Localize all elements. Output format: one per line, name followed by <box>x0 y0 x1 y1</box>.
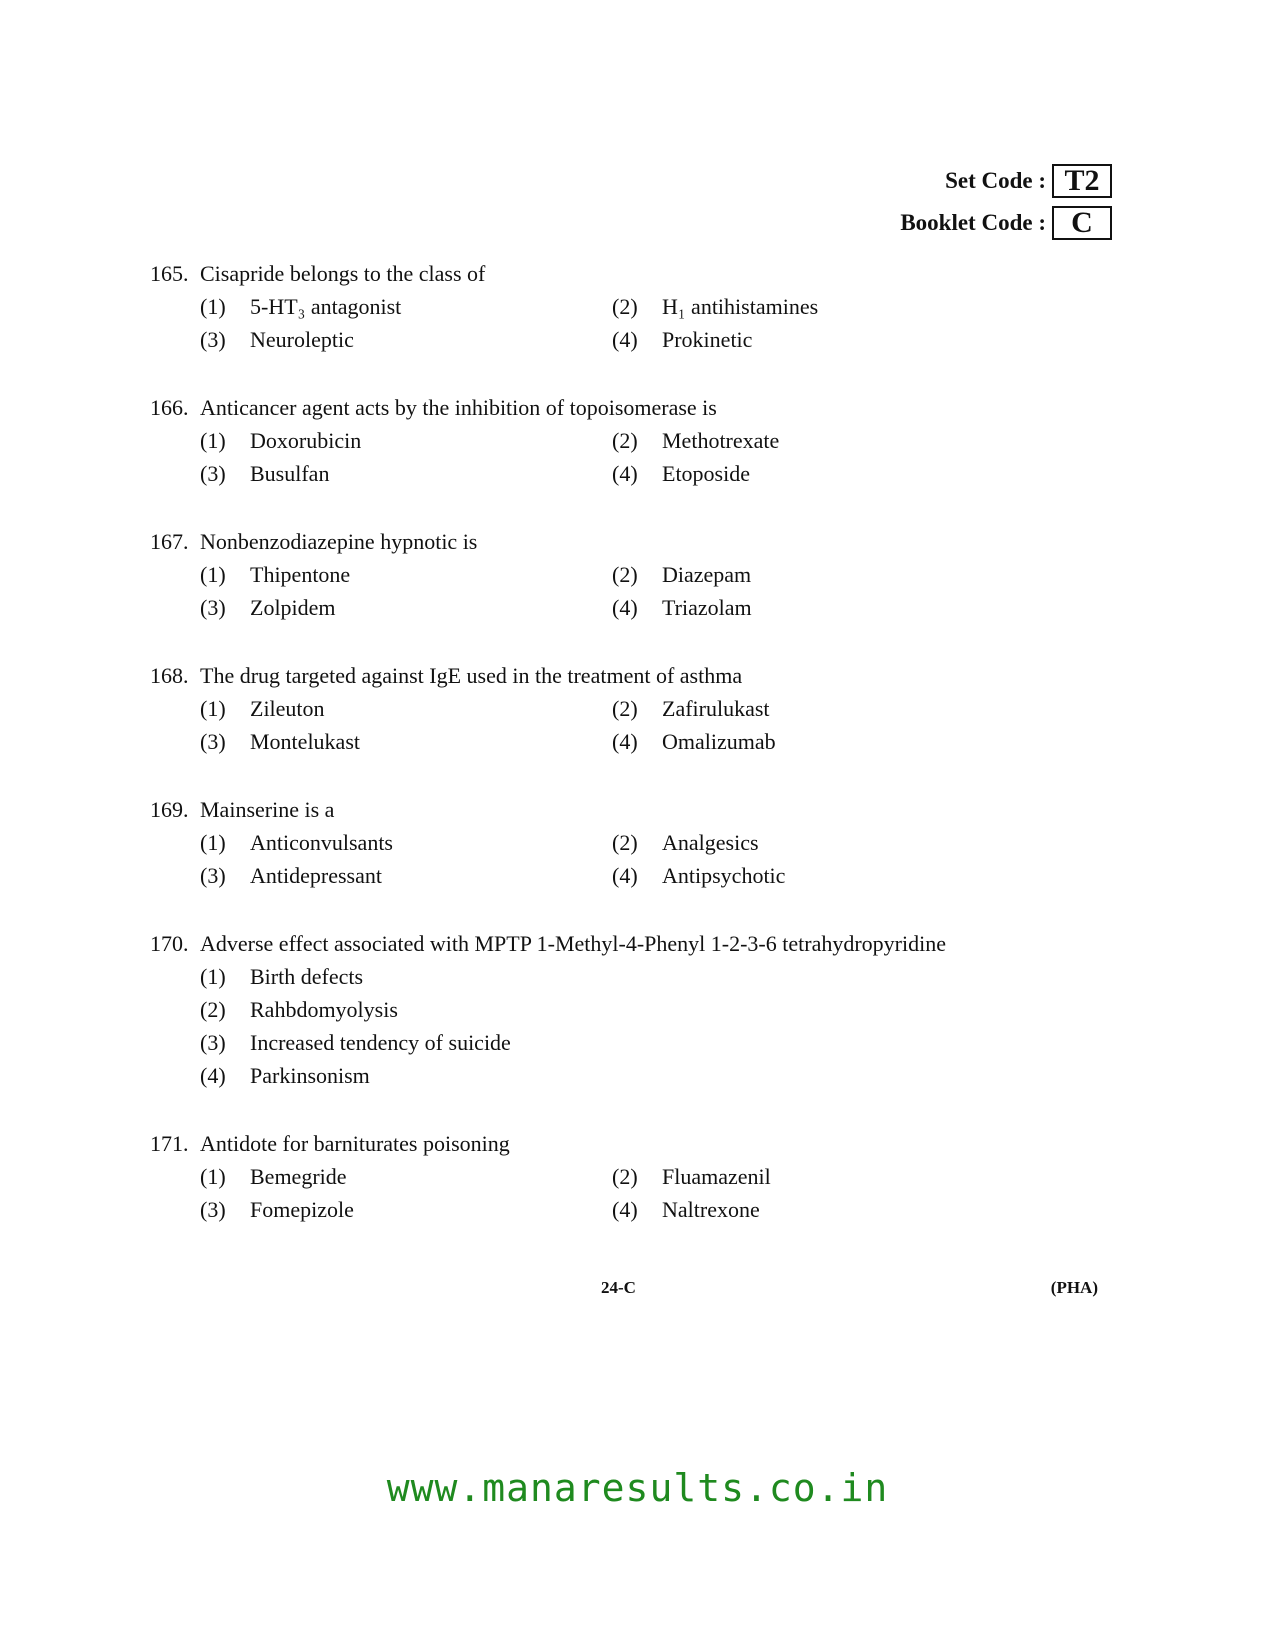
subject-code: (PHA) <box>1050 1278 1098 1297</box>
option-grid <box>200 290 1090 356</box>
option-number: (1) <box>200 428 226 453</box>
option-number: (2) <box>612 562 638 587</box>
option-2 <box>612 826 1012 859</box>
option-4 <box>612 591 1012 624</box>
question-169 <box>150 794 1090 892</box>
option-number: (1) <box>200 1164 226 1189</box>
option-1 <box>200 960 900 993</box>
option-number: (2) <box>612 294 638 319</box>
option-text: H₁ antihistamines <box>662 294 819 319</box>
option-text: Anticonvulsants <box>250 830 393 855</box>
option-3 <box>200 323 612 356</box>
option-text: Antipsychotic <box>662 863 786 888</box>
option-text: Busulfan <box>250 461 330 486</box>
option-number: (1) <box>200 562 226 587</box>
option-number: (2) <box>612 428 638 453</box>
option-number: (3) <box>200 327 226 352</box>
question-166 <box>150 392 1090 490</box>
option-3 <box>200 1026 900 1059</box>
question-168 <box>150 660 1090 758</box>
option-number: (3) <box>200 461 226 486</box>
option-3 <box>200 591 612 624</box>
option-number: (1) <box>200 696 226 721</box>
option-2 <box>612 424 1012 457</box>
option-4 <box>612 323 1012 356</box>
watermark-url: www.manaresults.co.in <box>386 1466 889 1510</box>
option-number: (4) <box>612 729 638 754</box>
option-number: (3) <box>200 1197 226 1222</box>
question-text: The drug targeted against IgE used in the treatment of asthma <box>200 663 743 688</box>
option-3 <box>200 1193 612 1226</box>
option-number: (4) <box>612 595 638 620</box>
question-number: 167. <box>150 529 189 554</box>
option-text: Triazolam <box>662 595 752 620</box>
booklet-code-box: C <box>1052 206 1112 240</box>
option-number: (1) <box>200 294 226 319</box>
option-text: Fomepizole <box>250 1197 354 1222</box>
option-3 <box>200 457 612 490</box>
question-number: 166. <box>150 395 189 420</box>
option-text: Increased tendency of suicide <box>250 1030 511 1055</box>
option-text: Prokinetic <box>662 327 753 352</box>
option-4 <box>200 1059 900 1092</box>
option-grid <box>200 692 1090 758</box>
question-stem <box>150 1128 1090 1160</box>
option-text: Birth defects <box>250 964 364 989</box>
question-list <box>150 258 1090 1262</box>
option-number: (4) <box>612 863 638 888</box>
question-stem <box>150 526 1090 558</box>
option-text: Analgesics <box>662 830 759 855</box>
question-167 <box>150 526 1090 624</box>
question-text: Nonbenzodiazepine hypnotic is <box>200 529 478 554</box>
question-number: 168. <box>150 663 189 688</box>
option-grid <box>200 1160 1090 1226</box>
question-stem <box>150 928 1090 960</box>
option-1 <box>200 692 612 725</box>
option-1 <box>200 290 612 323</box>
option-list <box>200 960 1090 1092</box>
option-number: (3) <box>200 595 226 620</box>
option-number: (3) <box>200 1030 226 1055</box>
option-grid <box>200 424 1090 490</box>
option-2 <box>612 1160 1012 1193</box>
set-code-row <box>712 162 1112 200</box>
option-text: Antidepressant <box>250 863 382 888</box>
option-text: Parkinsonism <box>250 1063 370 1088</box>
option-text: Montelukast <box>250 729 360 754</box>
option-text: Zolpidem <box>250 595 336 620</box>
option-2 <box>612 290 1012 323</box>
option-1 <box>200 1160 612 1193</box>
option-text: Neuroleptic <box>250 327 354 352</box>
option-number: (4) <box>612 461 638 486</box>
option-number: (4) <box>612 327 638 352</box>
option-number: (4) <box>200 1063 226 1088</box>
option-text: Doxorubicin <box>250 428 362 453</box>
option-4 <box>612 859 1012 892</box>
question-text: Antidote for barniturates poisoning <box>200 1131 510 1156</box>
option-number: (2) <box>612 1164 638 1189</box>
option-text: Naltrexone <box>662 1197 760 1222</box>
question-number: 165. <box>150 261 189 286</box>
question-stem <box>150 660 1090 692</box>
question-text: Cisapride belongs to the class of <box>200 261 486 286</box>
option-3 <box>200 859 612 892</box>
question-text: Adverse effect associated with MPTP 1-Methyl-4-Phenyl 1-2-3-6 tetrahydropyridine <box>200 931 946 956</box>
option-grid <box>200 826 1090 892</box>
question-170 <box>150 928 1090 1092</box>
question-stem <box>150 794 1090 826</box>
question-number: 169. <box>150 797 189 822</box>
option-1 <box>200 424 612 457</box>
option-text: Methotrexate <box>662 428 780 453</box>
booklet-code-row <box>712 204 1112 242</box>
option-4 <box>612 725 1012 758</box>
option-4 <box>612 457 1012 490</box>
option-text: Etoposide <box>662 461 750 486</box>
question-text: Anticancer agent acts by the inhibition of topoisomerase is <box>200 395 717 420</box>
option-number: (2) <box>612 696 638 721</box>
option-4 <box>612 1193 1012 1226</box>
question-number: 170. <box>150 931 189 956</box>
option-text: 5-HT₃ antagonist <box>250 294 402 319</box>
option-text: Rahbdomyolysis <box>250 997 398 1022</box>
option-text: Diazepam <box>662 562 752 587</box>
question-165 <box>150 258 1090 356</box>
code-block <box>712 162 1112 246</box>
question-stem <box>150 258 1090 290</box>
option-text: Zileuton <box>250 696 325 721</box>
option-number: (2) <box>200 997 226 1022</box>
option-text: Fluamazenil <box>662 1164 771 1189</box>
option-number: (2) <box>612 830 638 855</box>
option-number: (1) <box>200 964 226 989</box>
question-text: Mainserine is a <box>200 797 335 822</box>
option-2 <box>612 692 1012 725</box>
question-number: 171. <box>150 1131 189 1156</box>
option-text: Zafirulukast <box>662 696 770 721</box>
option-number: (3) <box>200 863 226 888</box>
option-1 <box>200 558 612 591</box>
question-171 <box>150 1128 1090 1226</box>
option-text: Omalizumab <box>662 729 776 754</box>
set-code-label: Set Code : <box>945 168 1046 193</box>
question-stem <box>150 392 1090 424</box>
option-1 <box>200 826 612 859</box>
option-2 <box>200 993 900 1026</box>
option-number: (3) <box>200 729 226 754</box>
page-footer <box>0 1278 1275 1308</box>
option-number: (1) <box>200 830 226 855</box>
set-code-box: T2 <box>1052 164 1112 198</box>
option-text: Bemegride <box>250 1164 347 1189</box>
option-grid <box>200 558 1090 624</box>
page-code: 24-C <box>601 1278 636 1297</box>
option-2 <box>612 558 1012 591</box>
option-number: (4) <box>612 1197 638 1222</box>
option-3 <box>200 725 612 758</box>
booklet-code-label: Booklet Code : <box>900 210 1046 235</box>
option-text: Thipentone <box>250 562 351 587</box>
